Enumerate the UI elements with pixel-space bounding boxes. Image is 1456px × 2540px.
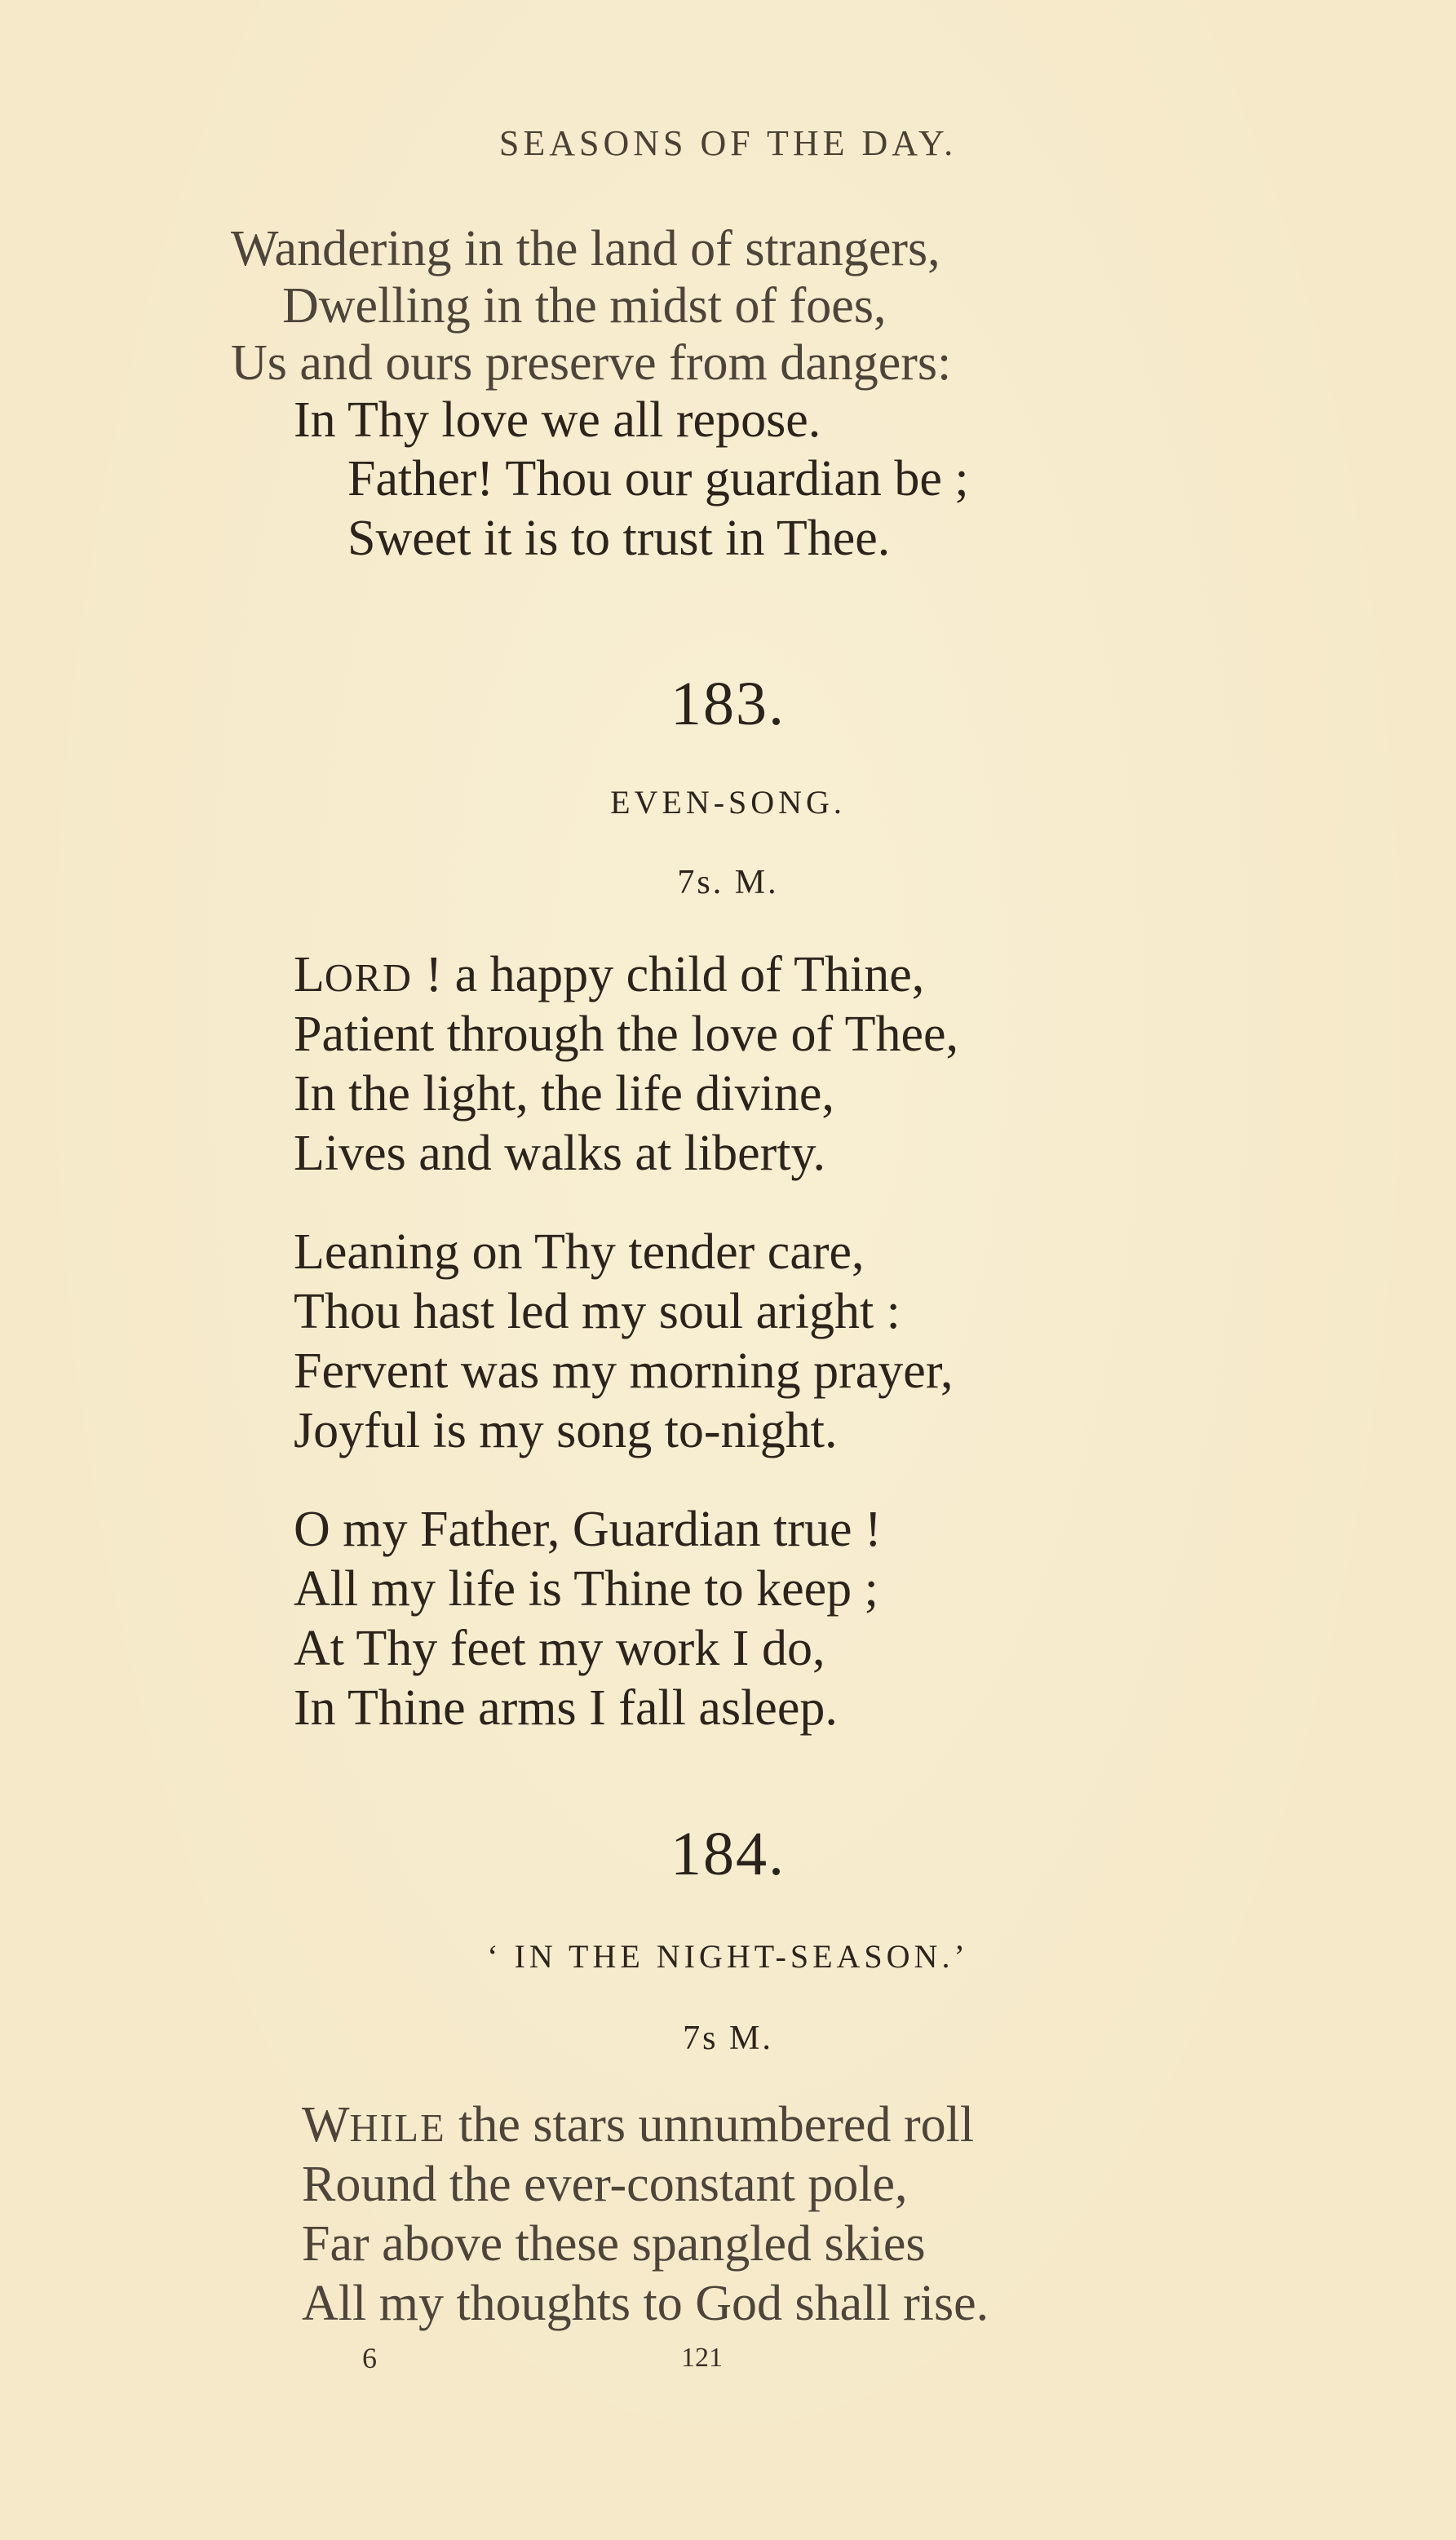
verse-line: Sweet it is to trust in Thee. bbox=[347, 511, 891, 566]
verse-line: Joyful is my song to-night. bbox=[294, 1403, 838, 1458]
verse-line-rest: the stars unnumbered roll bbox=[445, 2097, 975, 2153]
initial-capital: W bbox=[302, 2097, 350, 2153]
signature-mark: 6 bbox=[362, 2342, 377, 2374]
verse-line: Us and ours preserve from dangers: bbox=[231, 335, 952, 391]
verse-line: Thou hast led my soul aright : bbox=[294, 1284, 901, 1339]
verse-line: In the light, the life divine, bbox=[294, 1066, 834, 1122]
verse-line: Dwelling in the midst of foes, bbox=[282, 278, 887, 334]
verse-line: Lives and walks at liberty. bbox=[294, 1126, 825, 1181]
verse-line: Far above these spangled skies bbox=[302, 2216, 926, 2272]
verse-line: Father! Thou our guardian be ; bbox=[347, 451, 969, 507]
verse-line: In Thy love we all repose. bbox=[294, 392, 821, 448]
verse-line: At Thy feet my work I do, bbox=[294, 1621, 825, 1676]
verse-line: Patient through the love of Thee, bbox=[294, 1007, 958, 1062]
hymn-number: 183. bbox=[670, 670, 786, 738]
small-caps-word: ORD bbox=[324, 957, 413, 1000]
verse-line: Wandering in the land of strangers, bbox=[231, 221, 940, 277]
hymn-meter: 7s. M. bbox=[677, 864, 779, 901]
verse-line: Fervent was my morning prayer, bbox=[294, 1343, 954, 1399]
verse-line: Leaning on Thy tender care, bbox=[294, 1224, 865, 1280]
small-caps-word: HILE bbox=[349, 2107, 446, 2150]
verse-line: In Thine arms I fall asleep. bbox=[294, 1680, 838, 1736]
hymn-meter: 7s M. bbox=[683, 2020, 773, 2057]
hymn-title: ‘ IN THE NIGHT-SEASON.’ bbox=[487, 1938, 969, 1975]
verse-line bbox=[302, 2096, 974, 2157]
running-head: SEASONS OF THE DAY. bbox=[498, 123, 958, 163]
verse-line: All my thoughts to God shall rise. bbox=[302, 2276, 989, 2331]
verse-line: All my life is Thine to keep ; bbox=[294, 1561, 878, 1617]
initial-capital: L bbox=[294, 947, 325, 1002]
hymn-number: 184. bbox=[670, 1820, 786, 1888]
hymn-title: EVEN-SONG. bbox=[610, 784, 846, 821]
verse-line-rest: ! a happy child of Thine, bbox=[412, 947, 925, 1002]
verse-line: Round the ever-constant pole, bbox=[302, 2157, 908, 2212]
page-number: 121 bbox=[681, 2343, 723, 2373]
verse-line bbox=[294, 946, 924, 1007]
verse-line: O my Father, Guardian true ! bbox=[294, 1502, 882, 1557]
